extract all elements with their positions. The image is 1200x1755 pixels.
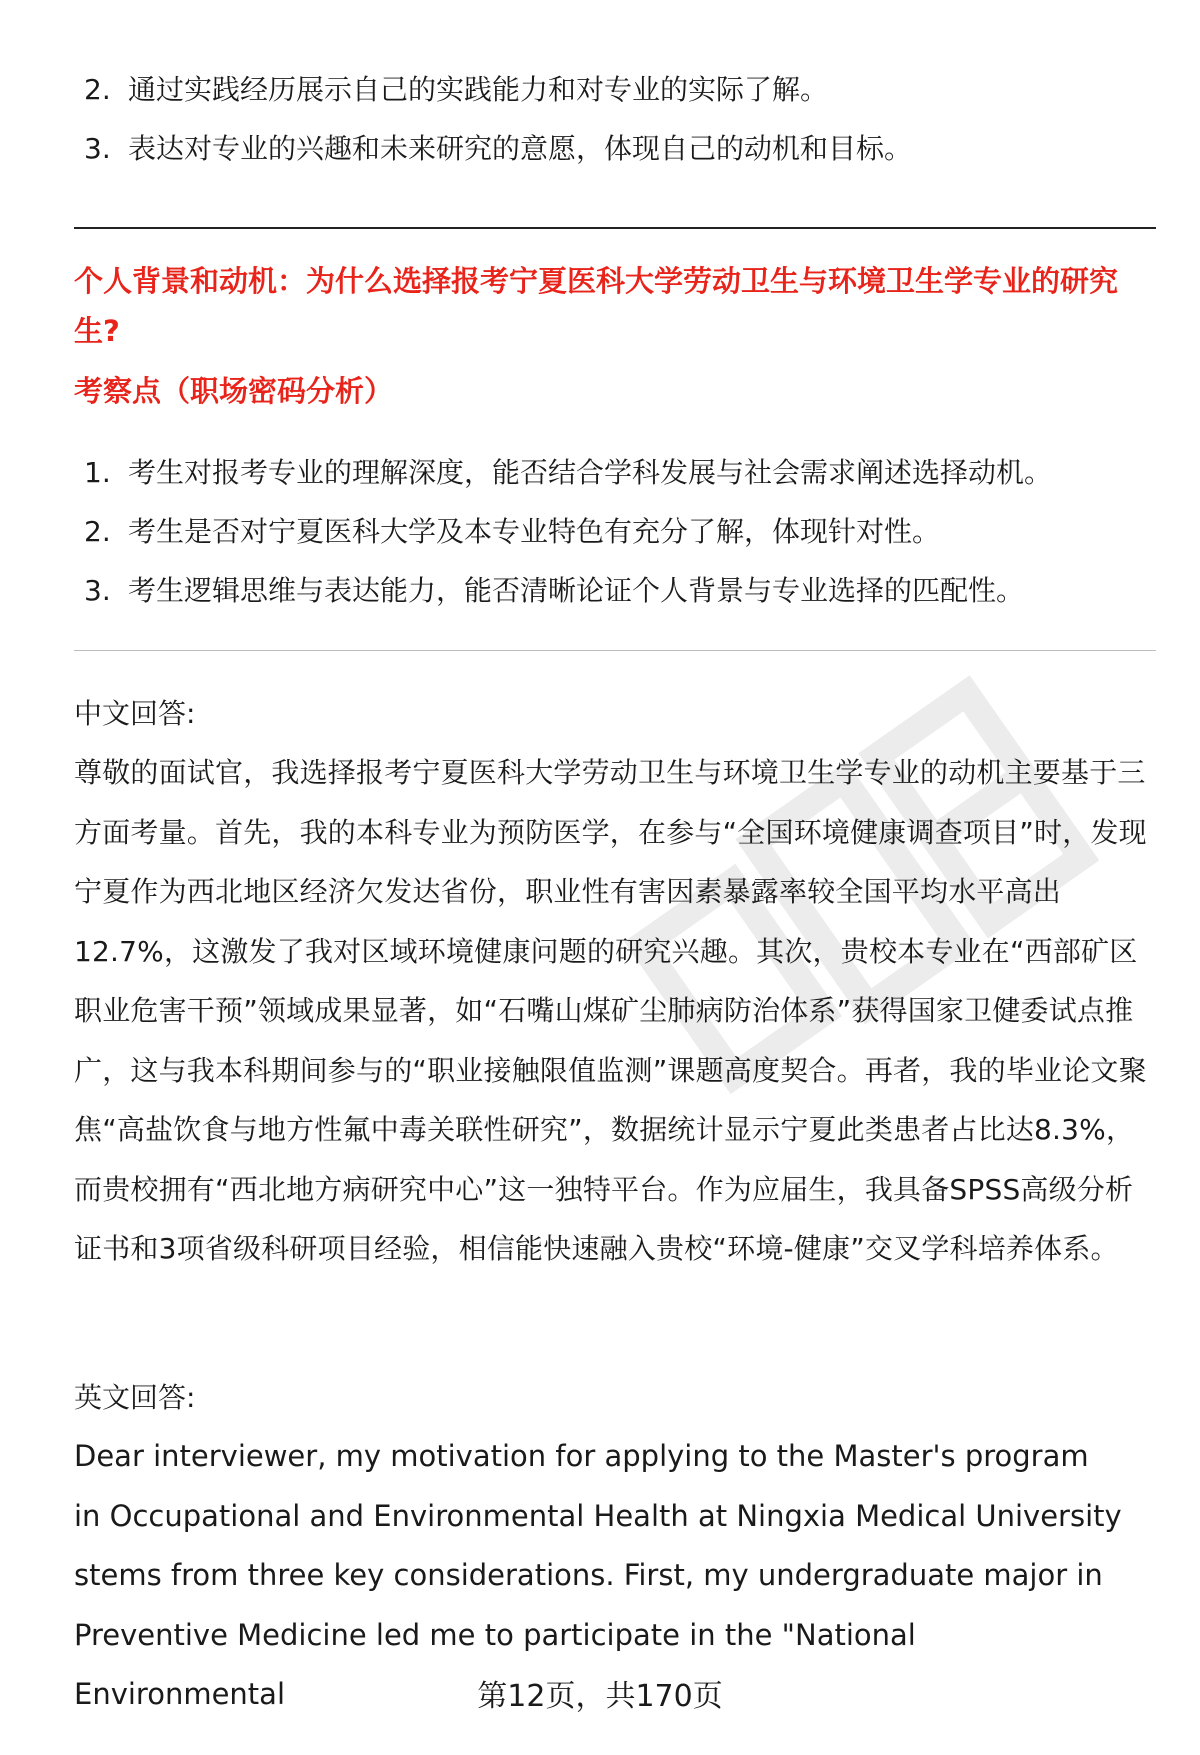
question-heading: 个人背景和动机：为什么选择报考宁夏医科大学劳动卫生与环境卫生学专业的研究生?	[74, 264, 1119, 348]
list-item	[74, 119, 912, 178]
list-item	[74, 443, 1052, 502]
list-item-number: 2.	[84, 515, 111, 548]
list-item	[74, 502, 1052, 561]
answer-divider	[74, 650, 1156, 651]
page-number-footer: 第12页，共170页	[477, 1679, 723, 1714]
list-item-text: 考生逻辑思维与表达能力，能否清晰论证个人背景与专业选择的匹配性。	[128, 574, 1025, 607]
english-answer-label: 英文回答:	[74, 1381, 196, 1414]
list-item-text: 表达对专业的兴趣和未来研究的意愿，体现自己的动机和目标。	[128, 132, 913, 165]
section-divider	[74, 227, 1156, 229]
list-item-text: 考生对报考专业的理解深度，能否结合学科发展与社会需求阐述选择动机。	[128, 456, 1053, 489]
chinese-answer-text: 尊敬的面试官，我选择报考宁夏医科大学劳动卫生与环境卫生学专业的动机主要基于三方面考量。首先，我的本科专业为预防医学，在参与“全国环境健康调查项目”时，发现宁夏作为西北地区经济欠发达省份，职业性有害因素暴露率较全国平均水平高出12.7%，这激发了我对区域环境健康问题的研究兴趣。其次，贵校本专业在“西部矿区职业危害干预”领域成果显著，如“石嘴山煤矿尘肺病防治体系”获得国家卫健委试点推广，这与我本科期间参与的“职业接触限值监测”课题高度契合。再者，我的毕业论文聚焦“高盐饮食与地方性氟中毒关联性研究”，数据统计显示宁夏此类患者占比达8.3%，而贵校拥有“西北地方病研究中心”这一独特平台。作为应届生，我具备SPSS高级分析证书和3项省级科研项目经验，相信能快速融入贵校“环境-健康”交叉学科培养体系。	[74, 756, 1147, 1265]
list-item-text: 考生是否对宁夏医科大学及本专业特色有充分了解，体现针对性。	[128, 515, 941, 548]
exam-points-heading: 考察点（职场密码分析）	[74, 374, 394, 408]
chinese-answer-label: 中文回答:	[74, 697, 196, 730]
list-item-number: 3.	[84, 132, 111, 165]
list-item-number: 2.	[84, 73, 111, 106]
list-item	[74, 60, 912, 119]
english-answer-text: Dear interviewer, my motivation for applying to the Master's program in Occupational and Environmental Health at Ningxia Medical University stems from three key considerations. First, my undergraduate major in Preventive Medicine led me to participate in the "National Environmental	[74, 1439, 1122, 1711]
list-item-text: 通过实践经历展示自己的实践能力和对专业的实际了解。	[128, 73, 829, 106]
list-item	[74, 561, 1052, 620]
list-item-number: 1.	[84, 456, 111, 489]
continued-list	[74, 60, 912, 178]
list-item-number: 3.	[84, 574, 111, 607]
exam-points-list	[74, 443, 1052, 620]
